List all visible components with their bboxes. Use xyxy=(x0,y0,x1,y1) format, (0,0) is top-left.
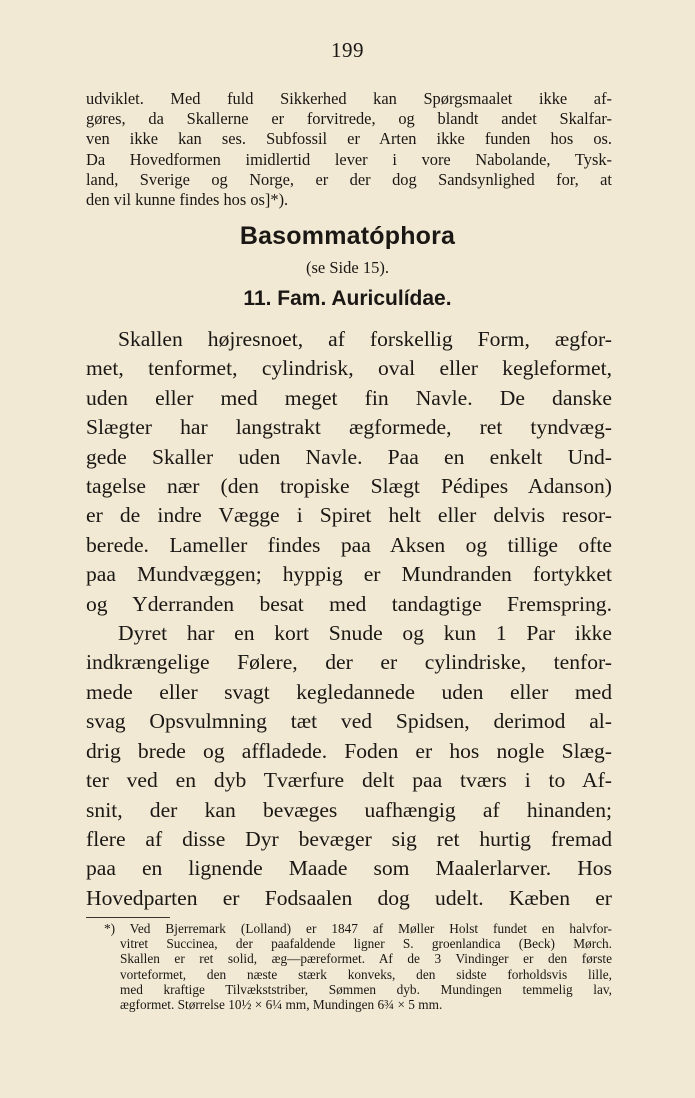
body-line: tagelse nær (den tropiske Slægt Pédipes Adanson) xyxy=(86,474,612,499)
body-line: berede. Lameller findes paa Aksen og tillige ofte xyxy=(86,532,612,557)
body-line: Dyret har en kort Snude og kun 1 Par ikke xyxy=(118,621,612,646)
body-line: Skallen højresnoet, af forskellig Form, ægfor- xyxy=(118,327,612,351)
section-heading: Basommatóphora xyxy=(239,222,456,250)
footnote-line: vorteformet, den næste stærk konveks, den sidste forholdsvis lille, xyxy=(120,966,612,982)
footnote xyxy=(104,921,612,1012)
footnote-line: *) Ved Bjerremark (Lolland) er 1847 af Møller Holst fundet en halvfor- xyxy=(104,921,612,936)
intro-line: Da Hovedformen imidlertid lever i vore Nabolande, Tysk- xyxy=(86,149,612,169)
body-line: Hovedparten er Fodsaalen dog udelt. Kæben er xyxy=(86,885,612,910)
body-line: paa en lignende Maade som Maalerlarver. Hos xyxy=(86,856,612,881)
body-line: og Yderranden besat med tandagtige Fremspring. xyxy=(86,591,612,616)
intro-line: udviklet. Med fuld Sikkerhed kan Spørgsmaalet ikke af- xyxy=(86,89,612,108)
body-line: gede Skaller uden Navle. Paa en enkelt Und- xyxy=(86,444,612,469)
body-line: met, tenformet, cylindrisk, oval eller kegleformet, xyxy=(86,356,612,381)
body-line: Slægter har langstrakt ægformede, ret tyndvæg- xyxy=(86,415,612,440)
body-line: mede eller svagt kegledannede uden eller med xyxy=(86,679,612,704)
body-line: svag Opsvulmning tæt ved Spidsen, derimod al- xyxy=(86,709,612,734)
footnote-line: med kraftige Tilvækststriber, Sømmen dyb. Mundingen temmelig lav, xyxy=(120,981,612,997)
body-line: indkrængelige Følere, der er cylindriske, tenfor- xyxy=(86,650,612,675)
body-line: flere af disse Dyr bevæger sig ret hurtig fremad xyxy=(86,826,612,851)
body-line: drig brede og affladede. Foden er hos nogle Slæg- xyxy=(86,738,612,763)
intro-line: land, Sverige og Norge, er der dog Sandsynlighed for, at xyxy=(86,169,612,189)
body-line: ter ved en dyb Tværfure delt paa tværs i to Af- xyxy=(86,768,612,793)
footnote-line: ægformet. Størrelse 10½ × 6¼ mm, Mundingen 6¾ × 5 mm. xyxy=(120,997,443,1013)
family-heading: 11. Fam. Auriculídae. xyxy=(243,287,452,310)
footnote-line: vitret Succinea, der paafaldende ligner S. groenlandica (Beck) Mørch. xyxy=(120,936,612,952)
footnote-divider xyxy=(86,917,170,918)
footnote-line: Skallen er ret solid, æg—pæreformet. Af de 3 Vindinger er den første xyxy=(120,951,612,967)
page-number: 199 xyxy=(331,38,364,62)
intro-line: ven ikke kan ses. Subfossil er Arten ikke funden hos os. xyxy=(86,129,612,149)
body-line: er de indre Vægge i Spiret helt eller delvis resor- xyxy=(86,503,612,528)
intro-line: gøres, da Skallerne er forvitrede, og blandt andet Skalfar- xyxy=(86,109,612,129)
body-line: snit, der kan bevæges uafhængig af hinanden; xyxy=(86,797,612,822)
intro-line: den vil kunne findes hos os]*). xyxy=(86,190,289,210)
body-line: uden eller med meget fin Navle. De danske xyxy=(86,385,612,410)
body-text xyxy=(86,325,612,913)
section-subheading: (se Side 15). xyxy=(306,258,389,277)
body-line: paa Mundvæggen; hyppig er Mundranden fortykket xyxy=(86,562,612,587)
intro-paragraph xyxy=(86,89,612,210)
